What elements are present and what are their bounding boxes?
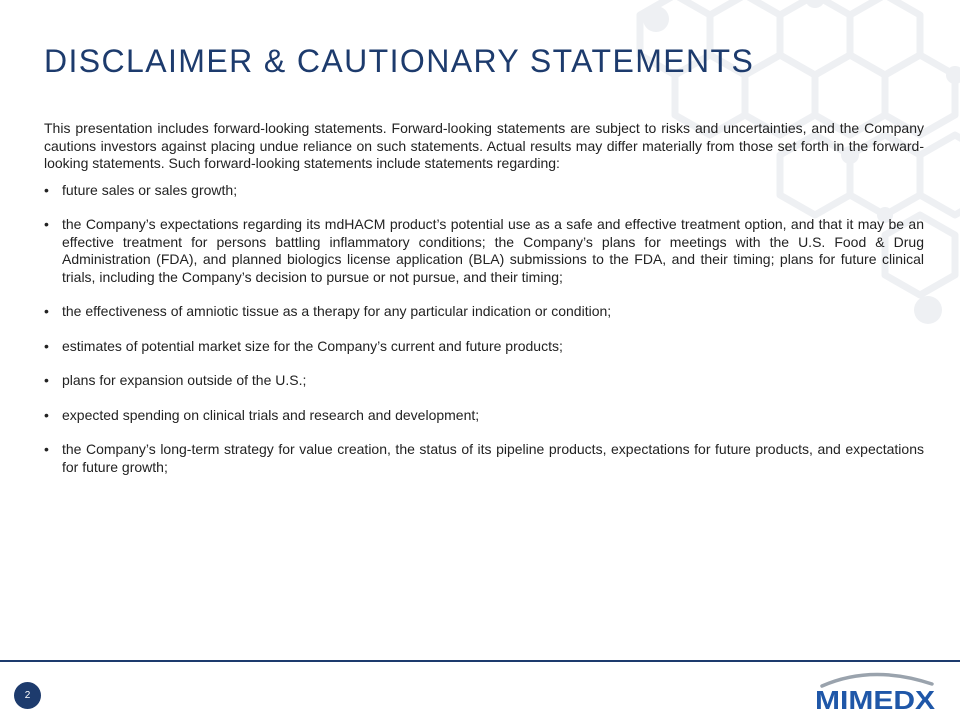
footer-divider [0, 660, 960, 662]
page-title: DISCLAIMER & CAUTIONARY STATEMENTS [44, 43, 755, 79]
bullet-marker: • [44, 441, 49, 457]
list-item-text: plans for expansion outside of the U.S.; [62, 372, 307, 388]
list-item [44, 303, 924, 321]
list-item-text: the effectiveness of amniotic tissue as a therapy for any particular indication or condition; [62, 303, 612, 319]
list-item [44, 407, 924, 425]
disclaimer-body [44, 120, 924, 493]
bullet-marker: • [44, 372, 49, 388]
bullet-marker: • [44, 216, 49, 232]
page-number-badge: 2 [14, 682, 41, 709]
list-item-text: future sales or sales growth; [62, 181, 238, 198]
bullet-marker: • [44, 181, 49, 198]
list-item [44, 372, 924, 390]
bullet-marker: • [44, 406, 49, 423]
list-item [44, 441, 924, 476]
list-item-text: estimates of potential market size for the Company’s current and future products; [62, 337, 563, 354]
logo-wordmark: MIMEDX [815, 685, 936, 714]
list-item-text: the Company’s expectations regarding its mdHACM product’s potential use as a safe and effective treatment option, and that it may be an effective treatment for persons battling inflammatory conditions; the Company’s plans for meetings with the U.S. Food & Drug Administration (FDA), and planned biologics license application (BLA) submissions to the FDA, and their timing; plans for future clinical trials, including the Company’s decision to pursue or not pursue, and their timing; [62, 216, 924, 285]
list-item [44, 338, 924, 356]
intro-paragraph: This presentation includes forward-looking statements. Forward-looking statements are subject to risks and uncertainties, and the Company cautions investors against placing undue reliance on such statements. Actual results may differ materially from those set forth in the forward-looking statements. Such forward-looking statements include statements regarding: [44, 120, 924, 171]
statement-list [44, 182, 924, 477]
bullet-marker: • [44, 303, 49, 319]
list-item [44, 182, 924, 200]
list-item-text: the Company’s long-term strategy for value creation, the status of its pipeline products, expectations for future products, and expectations for future growth; [62, 441, 924, 475]
bullet-marker: • [44, 337, 49, 354]
list-item [44, 216, 924, 286]
list-item-text: expected spending on clinical trials and research and development; [62, 406, 480, 423]
mimedx-logo [810, 668, 940, 714]
